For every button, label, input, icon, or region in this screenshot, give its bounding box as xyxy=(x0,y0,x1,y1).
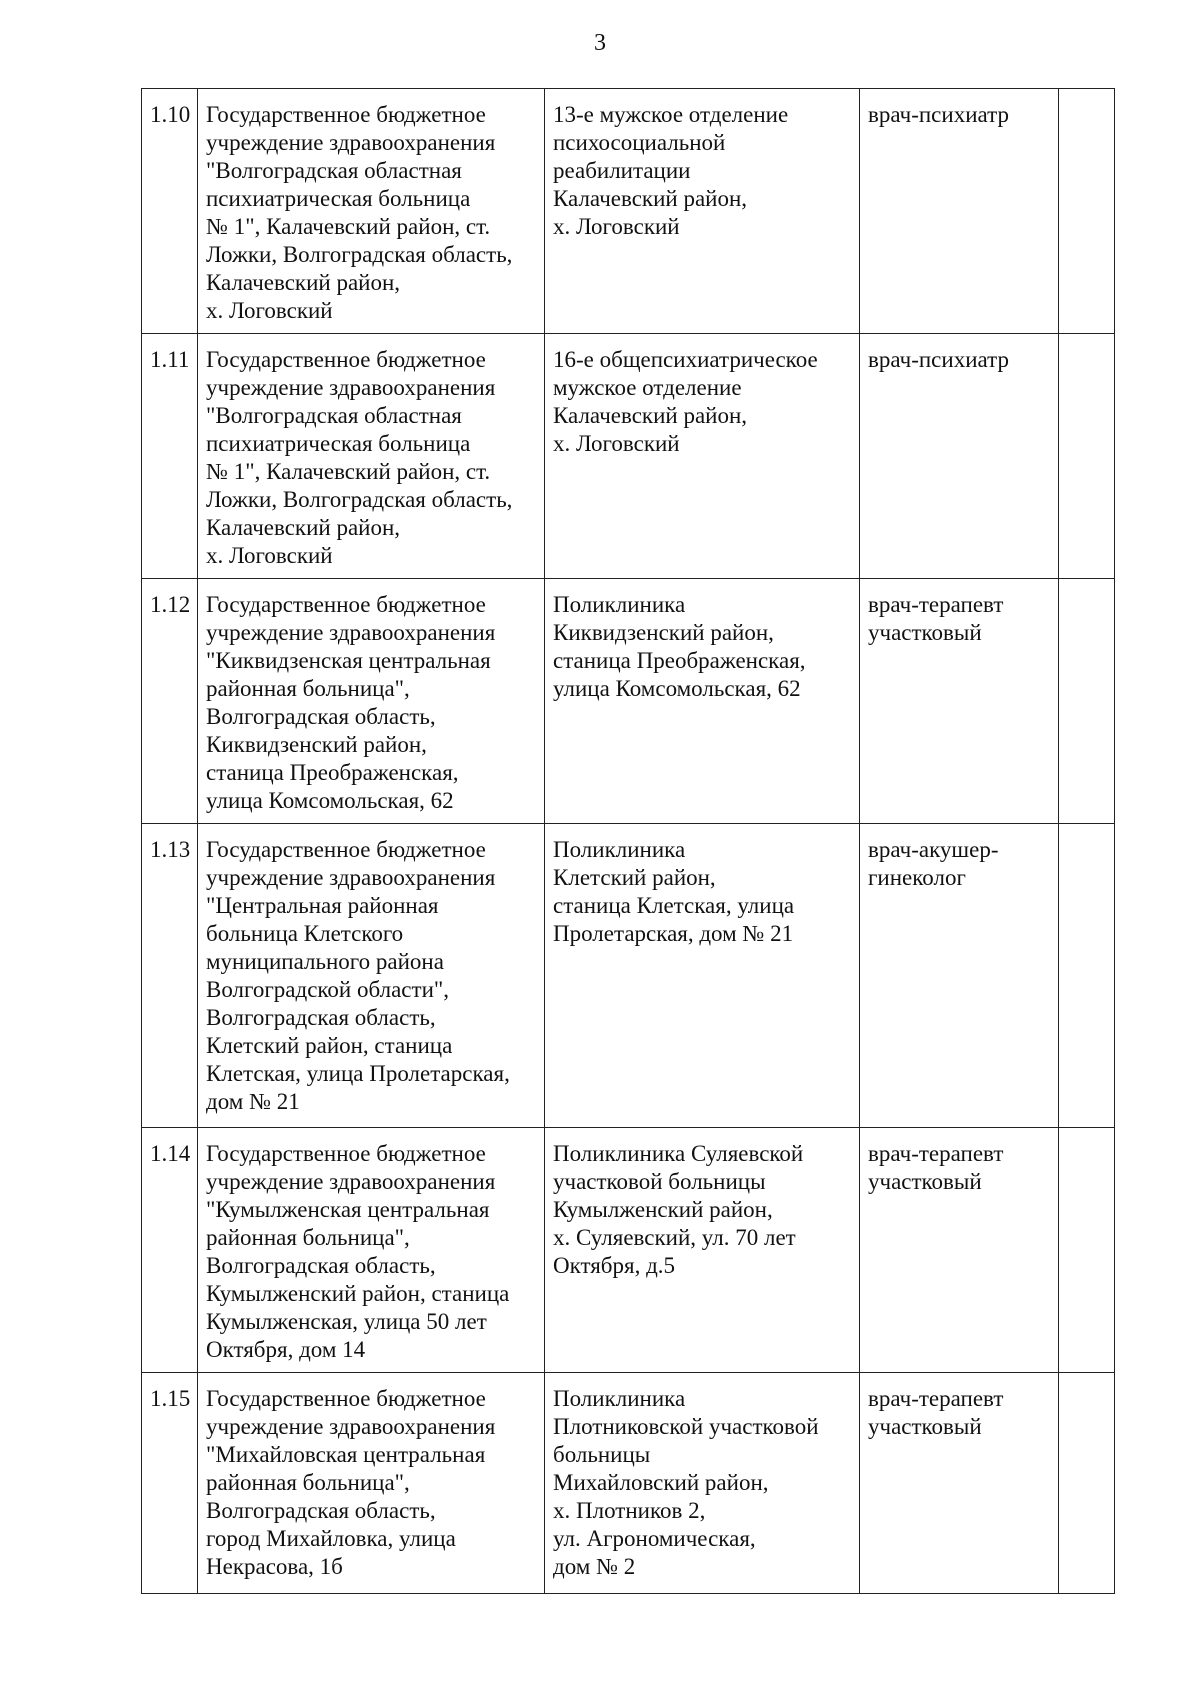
department-cell: Поликлиника Плотниковской участковой больницы Михайловский район, х. Плотников 2, ул. Агрономическая, дом № 2 xyxy=(545,1373,860,1594)
row-number: 1.11 xyxy=(142,334,198,579)
table-row xyxy=(142,824,1115,1128)
extra-cell xyxy=(1059,824,1115,1128)
table-row xyxy=(142,334,1115,579)
position-cell: врач-терапевт участковый xyxy=(860,1373,1059,1594)
table-row xyxy=(142,579,1115,824)
extra-cell xyxy=(1059,579,1115,824)
position-cell: врач-терапевт участковый xyxy=(860,1128,1059,1373)
institution-cell: Государственное бюджетное учреждение здравоохранения "Волгоградская областная психиатрическая больница № 1", Калачевский район, ст. Ложки, Волгоградская область, Калачевский район, х. Логовский xyxy=(198,334,545,579)
institution-cell: Государственное бюджетное учреждение здравоохранения "Кумылженская центральная районная больница", Волгоградская область, Кумылженский район, станица Кумылженская, улица 50 лет Октября, дом 14 xyxy=(198,1128,545,1373)
institution-cell: Государственное бюджетное учреждение здравоохранения "Киквидзенская центральная районная больница", Волгоградская область, Киквидзенский район, станица Преображенская, улица Комсомольская, 62 xyxy=(198,579,545,824)
vacancy-table xyxy=(141,88,1115,1594)
table-row xyxy=(142,1128,1115,1373)
institution-cell: Государственное бюджетное учреждение здравоохранения "Михайловская центральная районная больница", Волгоградская область, город Михайловка, улица Некрасова, 1б xyxy=(198,1373,545,1594)
row-number: 1.14 xyxy=(142,1128,198,1373)
row-number: 1.12 xyxy=(142,579,198,824)
extra-cell xyxy=(1059,89,1115,334)
position-cell: врач-акушер- гинеколог xyxy=(860,824,1059,1128)
position-cell: врач-психиатр xyxy=(860,334,1059,579)
position-cell: врач-терапевт участковый xyxy=(860,579,1059,824)
department-cell: Поликлиника Киквидзенский район, станица Преображенская, улица Комсомольская, 62 xyxy=(545,579,860,824)
institution-cell: Государственное бюджетное учреждение здравоохранения "Центральная районная больница Клетского муниципального района Волгоградской области", Волгоградская область, Клетский район, станица Клетская, улица Пролетарская, дом № 21 xyxy=(198,824,545,1128)
institution-cell: Государственное бюджетное учреждение здравоохранения "Волгоградская областная психиатрическая больница № 1", Калачевский район, ст. Ложки, Волгоградская область, Калачевский район, х. Логовский xyxy=(198,89,545,334)
table-row xyxy=(142,89,1115,334)
department-cell: Поликлиника Суляевской участковой больницы Кумылженский район, х. Суляевский, ул. 70 лет Октября, д.5 xyxy=(545,1128,860,1373)
extra-cell xyxy=(1059,334,1115,579)
department-cell: Поликлиника Клетский район, станица Клетская, улица Пролетарская, дом № 21 xyxy=(545,824,860,1128)
extra-cell xyxy=(1059,1373,1115,1594)
table-row xyxy=(142,1373,1115,1594)
page-number: 3 xyxy=(594,30,606,56)
position-cell: врач-психиатр xyxy=(860,89,1059,334)
row-number: 1.10 xyxy=(142,89,198,334)
department-cell: 16-е общепсихиатрическое мужское отделение Калачевский район, х. Логовский xyxy=(545,334,860,579)
department-cell: 13-е мужское отделение психосоциальной реабилитации Калачевский район, х. Логовский xyxy=(545,89,860,334)
extra-cell xyxy=(1059,1128,1115,1373)
row-number: 1.13 xyxy=(142,824,198,1128)
row-number: 1.15 xyxy=(142,1373,198,1594)
